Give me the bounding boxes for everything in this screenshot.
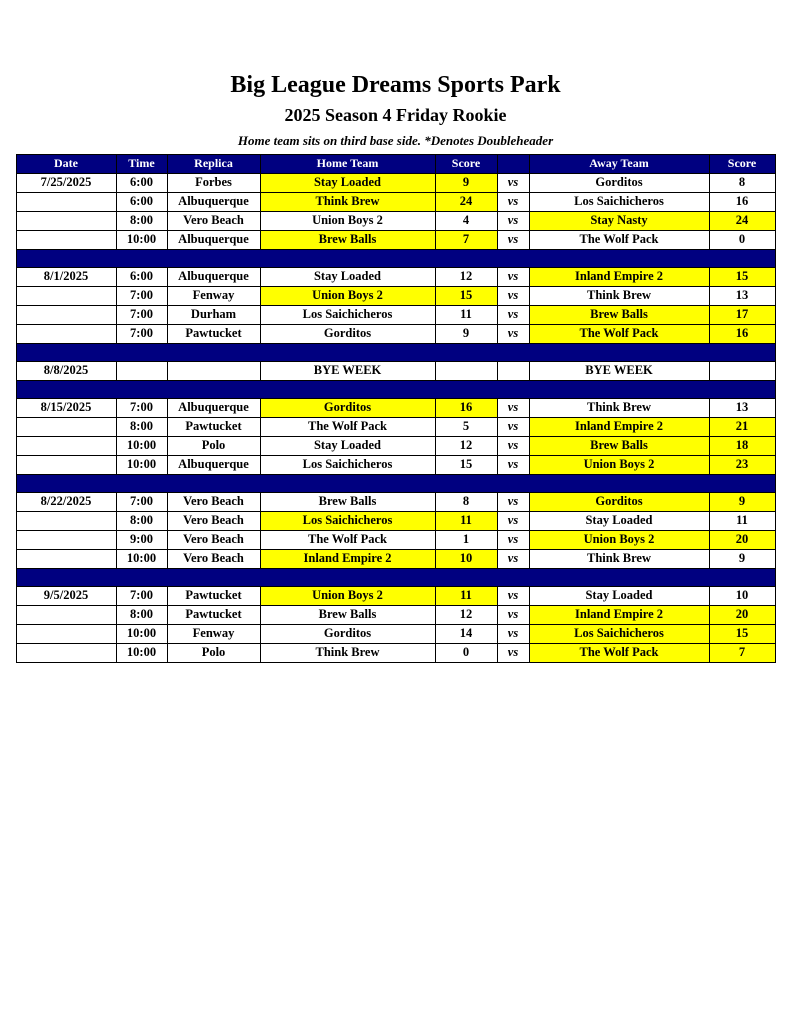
away-team-cell: Stay Loaded [529, 586, 709, 605]
column-header-replica: Replica [167, 154, 260, 173]
vs-cell: vs [497, 192, 529, 211]
column-header-away: Away Team [529, 154, 709, 173]
game-replica-cell: Polo [167, 436, 260, 455]
game-replica-cell: Fenway [167, 624, 260, 643]
game-time-cell: 10:00 [116, 436, 167, 455]
game-date-cell [16, 192, 116, 211]
away-score-cell: 10 [709, 586, 775, 605]
game-time-cell: 6:00 [116, 192, 167, 211]
home-team-cell: Union Boys 2 [260, 586, 435, 605]
away-score-cell: 21 [709, 417, 775, 436]
away-score-cell: 13 [709, 398, 775, 417]
away-score-cell: 9 [709, 549, 775, 568]
week-separator-cell [16, 568, 775, 586]
away-team-cell: Gorditos [529, 492, 709, 511]
away-score-cell: 24 [709, 211, 775, 230]
game-replica-cell: Fenway [167, 286, 260, 305]
game-time-cell: 10:00 [116, 643, 167, 662]
game-time-cell: 10:00 [116, 624, 167, 643]
vs-cell: vs [497, 436, 529, 455]
away-score-cell: 15 [709, 267, 775, 286]
vs-cell: vs [497, 173, 529, 192]
column-header-vs [497, 154, 529, 173]
away-team-cell: Inland Empire 2 [529, 267, 709, 286]
game-replica-cell: Albuquerque [167, 267, 260, 286]
away-team-cell: BYE WEEK [529, 361, 709, 380]
game-time-cell: 6:00 [116, 267, 167, 286]
game-row [16, 492, 775, 511]
vs-cell: vs [497, 230, 529, 249]
home-score-cell: 1 [435, 530, 497, 549]
away-team-cell: Inland Empire 2 [529, 605, 709, 624]
game-replica-cell: Pawtucket [167, 605, 260, 624]
game-row [16, 436, 775, 455]
home-team-cell: BYE WEEK [260, 361, 435, 380]
column-header-date: Date [16, 154, 116, 173]
vs-cell: vs [497, 530, 529, 549]
game-time-cell: 7:00 [116, 586, 167, 605]
home-team-cell: Brew Balls [260, 230, 435, 249]
away-team-cell: Stay Loaded [529, 511, 709, 530]
page-title: Big League Dreams Sports Park [230, 72, 561, 98]
away-team-cell: Inland Empire 2 [529, 417, 709, 436]
home-team-cell: Los Saichicheros [260, 455, 435, 474]
game-time-cell: 9:00 [116, 530, 167, 549]
game-replica-cell: Forbes [167, 173, 260, 192]
away-score-cell: 16 [709, 324, 775, 343]
game-date-cell: 8/1/2025 [16, 267, 116, 286]
home-score-cell: 11 [435, 586, 497, 605]
schedule-table-body [16, 173, 775, 662]
game-date-cell: 8/15/2025 [16, 398, 116, 417]
away-score-cell: 16 [709, 192, 775, 211]
home-score-cell [435, 361, 497, 380]
home-score-cell: 12 [435, 267, 497, 286]
game-replica-cell: Albuquerque [167, 230, 260, 249]
game-time-cell: 7:00 [116, 324, 167, 343]
game-row [16, 192, 775, 211]
home-team-cell: Gorditos [260, 624, 435, 643]
home-team-cell: The Wolf Pack [260, 417, 435, 436]
home-team-cell: Think Brew [260, 192, 435, 211]
game-date-cell [16, 417, 116, 436]
week-separator-row [16, 249, 775, 267]
home-team-cell: Brew Balls [260, 492, 435, 511]
game-replica-cell: Pawtucket [167, 586, 260, 605]
game-row [16, 286, 775, 305]
game-row [16, 305, 775, 324]
game-row [16, 605, 775, 624]
game-row [16, 643, 775, 662]
away-team-cell: Los Saichicheros [529, 624, 709, 643]
away-score-cell: 18 [709, 436, 775, 455]
schedule-table [16, 154, 776, 663]
away-team-cell: Stay Nasty [529, 211, 709, 230]
home-score-cell: 10 [435, 549, 497, 568]
home-score-cell: 4 [435, 211, 497, 230]
vs-cell: vs [497, 624, 529, 643]
away-score-cell: 0 [709, 230, 775, 249]
home-score-cell: 14 [435, 624, 497, 643]
game-time-cell: 8:00 [116, 417, 167, 436]
away-score-cell: 20 [709, 530, 775, 549]
vs-cell: vs [497, 398, 529, 417]
game-date-cell [16, 530, 116, 549]
table-header-row [16, 154, 775, 173]
away-score-cell [709, 361, 775, 380]
game-replica-cell: Vero Beach [167, 549, 260, 568]
game-date-cell [16, 605, 116, 624]
week-separator-row [16, 343, 775, 361]
game-row [16, 624, 775, 643]
game-time-cell: 8:00 [116, 605, 167, 624]
game-date-cell [16, 211, 116, 230]
away-team-cell: Think Brew [529, 398, 709, 417]
away-score-cell: 23 [709, 455, 775, 474]
game-replica-cell: Albuquerque [167, 455, 260, 474]
week-separator-row [16, 568, 775, 586]
column-header-score2: Score [709, 154, 775, 173]
game-time-cell [116, 361, 167, 380]
game-row [16, 398, 775, 417]
game-date-cell [16, 230, 116, 249]
game-row [16, 511, 775, 530]
away-score-cell: 17 [709, 305, 775, 324]
away-team-cell: Brew Balls [529, 436, 709, 455]
home-score-cell: 0 [435, 643, 497, 662]
week-separator-cell [16, 343, 775, 361]
home-team-cell: Los Saichicheros [260, 511, 435, 530]
vs-cell: vs [497, 417, 529, 436]
game-row [16, 455, 775, 474]
away-team-cell: The Wolf Pack [529, 324, 709, 343]
game-row [16, 230, 775, 249]
home-score-cell: 12 [435, 436, 497, 455]
game-date-cell [16, 436, 116, 455]
home-score-cell: 16 [435, 398, 497, 417]
vs-cell: vs [497, 549, 529, 568]
home-team-cell: Union Boys 2 [260, 211, 435, 230]
home-team-cell: Brew Balls [260, 605, 435, 624]
game-row [16, 211, 775, 230]
game-row [16, 417, 775, 436]
game-date-cell: 9/5/2025 [16, 586, 116, 605]
game-replica-cell: Vero Beach [167, 530, 260, 549]
game-date-cell [16, 286, 116, 305]
vs-cell: vs [497, 586, 529, 605]
column-header-score: Score [435, 154, 497, 173]
home-score-cell: 12 [435, 605, 497, 624]
game-replica-cell [167, 361, 260, 380]
away-score-cell: 15 [709, 624, 775, 643]
game-replica-cell: Albuquerque [167, 398, 260, 417]
away-team-cell: Union Boys 2 [529, 530, 709, 549]
page-subtitle: 2025 Season 4 Friday Rookie [284, 104, 507, 125]
vs-cell: vs [497, 492, 529, 511]
away-team-cell: Gorditos [529, 173, 709, 192]
home-score-cell: 8 [435, 492, 497, 511]
home-score-cell: 7 [435, 230, 497, 249]
vs-cell: vs [497, 605, 529, 624]
bye-week-row [16, 361, 775, 380]
vs-cell: vs [497, 211, 529, 230]
game-replica-cell: Vero Beach [167, 511, 260, 530]
vs-cell: vs [497, 511, 529, 530]
week-separator-row [16, 474, 775, 492]
vs-cell: vs [497, 305, 529, 324]
game-time-cell: 7:00 [116, 492, 167, 511]
home-score-cell: 9 [435, 324, 497, 343]
away-team-cell: Think Brew [529, 286, 709, 305]
game-time-cell: 7:00 [116, 398, 167, 417]
home-team-cell: Inland Empire 2 [260, 549, 435, 568]
home-score-cell: 5 [435, 417, 497, 436]
home-team-cell: Stay Loaded [260, 436, 435, 455]
game-replica-cell: Albuquerque [167, 192, 260, 211]
away-score-cell: 11 [709, 511, 775, 530]
game-date-cell [16, 455, 116, 474]
game-time-cell: 7:00 [116, 286, 167, 305]
home-score-cell: 15 [435, 455, 497, 474]
home-team-cell: Stay Loaded [260, 173, 435, 192]
home-team-cell: Gorditos [260, 324, 435, 343]
vs-cell: vs [497, 324, 529, 343]
away-team-cell: Think Brew [529, 549, 709, 568]
home-score-cell: 24 [435, 192, 497, 211]
column-header-time: Time [116, 154, 167, 173]
game-time-cell: 10:00 [116, 230, 167, 249]
home-team-cell: The Wolf Pack [260, 530, 435, 549]
away-score-cell: 9 [709, 492, 775, 511]
game-row [16, 530, 775, 549]
home-team-cell: Think Brew [260, 643, 435, 662]
away-score-cell: 7 [709, 643, 775, 662]
game-replica-cell: Durham [167, 305, 260, 324]
away-team-cell: Los Saichicheros [529, 192, 709, 211]
away-team-cell: Union Boys 2 [529, 455, 709, 474]
vs-cell: vs [497, 643, 529, 662]
home-score-cell: 11 [435, 305, 497, 324]
game-date-cell: 8/22/2025 [16, 492, 116, 511]
away-score-cell: 13 [709, 286, 775, 305]
home-team-cell: Stay Loaded [260, 267, 435, 286]
game-date-cell [16, 549, 116, 568]
home-score-cell: 15 [435, 286, 497, 305]
away-score-cell: 20 [709, 605, 775, 624]
week-separator-cell [16, 474, 775, 492]
game-row [16, 549, 775, 568]
column-header-home: Home Team [260, 154, 435, 173]
game-row [16, 267, 775, 286]
game-time-cell: 8:00 [116, 511, 167, 530]
away-team-cell: The Wolf Pack [529, 643, 709, 662]
game-replica-cell: Pawtucket [167, 417, 260, 436]
home-team-cell: Union Boys 2 [260, 286, 435, 305]
game-replica-cell: Polo [167, 643, 260, 662]
game-row [16, 173, 775, 192]
away-score-cell: 8 [709, 173, 775, 192]
game-date-cell: 8/8/2025 [16, 361, 116, 380]
vs-cell [497, 361, 529, 380]
home-team-cell: Gorditos [260, 398, 435, 417]
game-date-cell [16, 643, 116, 662]
home-score-cell: 11 [435, 511, 497, 530]
game-replica-cell: Vero Beach [167, 492, 260, 511]
game-row [16, 324, 775, 343]
game-time-cell: 6:00 [116, 173, 167, 192]
home-team-cell: Los Saichicheros [260, 305, 435, 324]
vs-cell: vs [497, 286, 529, 305]
game-time-cell: 7:00 [116, 305, 167, 324]
vs-cell: vs [497, 267, 529, 286]
away-team-cell: The Wolf Pack [529, 230, 709, 249]
game-replica-cell: Vero Beach [167, 211, 260, 230]
vs-cell: vs [497, 455, 529, 474]
game-time-cell: 8:00 [116, 211, 167, 230]
game-time-cell: 10:00 [116, 455, 167, 474]
home-score-cell: 9 [435, 173, 497, 192]
game-date-cell [16, 305, 116, 324]
week-separator-row [16, 380, 775, 398]
game-date-cell [16, 511, 116, 530]
page-note: Home team sits on third base side. *Denotes Doubleheader [237, 132, 554, 148]
game-date-cell: 7/25/2025 [16, 173, 116, 192]
week-separator-cell [16, 249, 775, 267]
game-row [16, 586, 775, 605]
game-time-cell: 10:00 [116, 549, 167, 568]
game-date-cell [16, 324, 116, 343]
week-separator-cell [16, 380, 775, 398]
game-replica-cell: Pawtucket [167, 324, 260, 343]
game-date-cell [16, 624, 116, 643]
away-team-cell: Brew Balls [529, 305, 709, 324]
